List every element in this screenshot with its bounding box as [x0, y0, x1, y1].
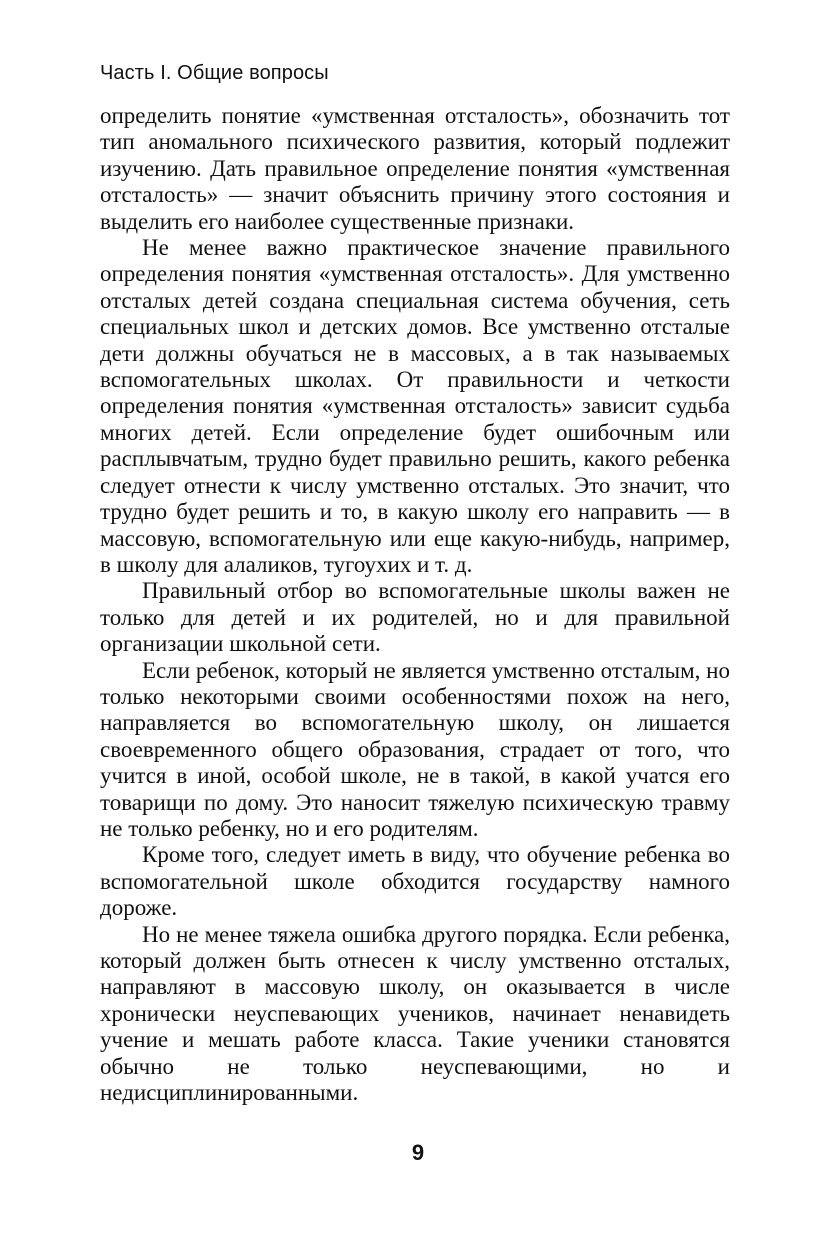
paragraph: Если ребенок, который не является умственно отсталым, но только некоторыми своими особенностями похож на него, направляется во вспомогательную школу, он лишается своевременного общего образования, страдает от того, что учится в иной, особой школе, не в такой, в какой учатся его товарищи по дому. Это наносит тяжелую психическую травму не только ребенку, но и его родителям.: [100, 657, 730, 841]
body-text: [100, 103, 730, 1106]
page-number: 9: [411, 1140, 425, 1165]
paragraph: Но не менее тяжела ошибка другого порядка. Если ребенка, который должен быть отнесен к числу умственно отсталых, направляют в массовую школу, он оказывается в числе хронически неуспевающих учеников, начинает ненавидеть учение и мешать работе класса. Такие ученики становятся обычно не только неуспевающими, но и недисциплинированными.: [100, 921, 730, 1106]
running-header-title: Часть I. Общие вопросы: [100, 62, 329, 84]
paragraph: Кроме того, следует иметь в виду, что обучение ребенка во вспомогательной школе обходится государству намного дороже.: [100, 842, 730, 921]
paragraph: Правильный отбор во вспомогательные школы важен не только для детей и их родителей, но и для правильной организации школьной сети.: [100, 578, 730, 657]
paragraph-continuation: определить понятие «умственная отсталость», обозначить тот тип аномального психического развития, который подлежит изучению. Дать правильное определение понятия «умственная отсталость» — значит объяснить причину этого состояния и выделить его наиболее существенные признаки.: [100, 103, 730, 234]
paragraph: Не менее важно практическое значение правильного определения понятия «умственная отсталость». Для умственно отсталых детей создана специальная система обучения, сеть специальных школ и детских домов. Все умственно отсталые дети должны обучаться не в массовых, а в так называемых вспомогательных школах. От правильности и четкости определения понятия «умственная отсталость» зависит судьба многих детей. Если определение будет ошибочным или расплывчатым, трудно будет правильно решить, какого ребенка следует отнести к числу умственно отсталых. Это значит, что трудно будет решить и то, в какую школу его направить — в массовую, вспомогательную или еще какую-нибудь, например, в школу для алаликов, тугоухих и т. д.: [100, 235, 730, 577]
